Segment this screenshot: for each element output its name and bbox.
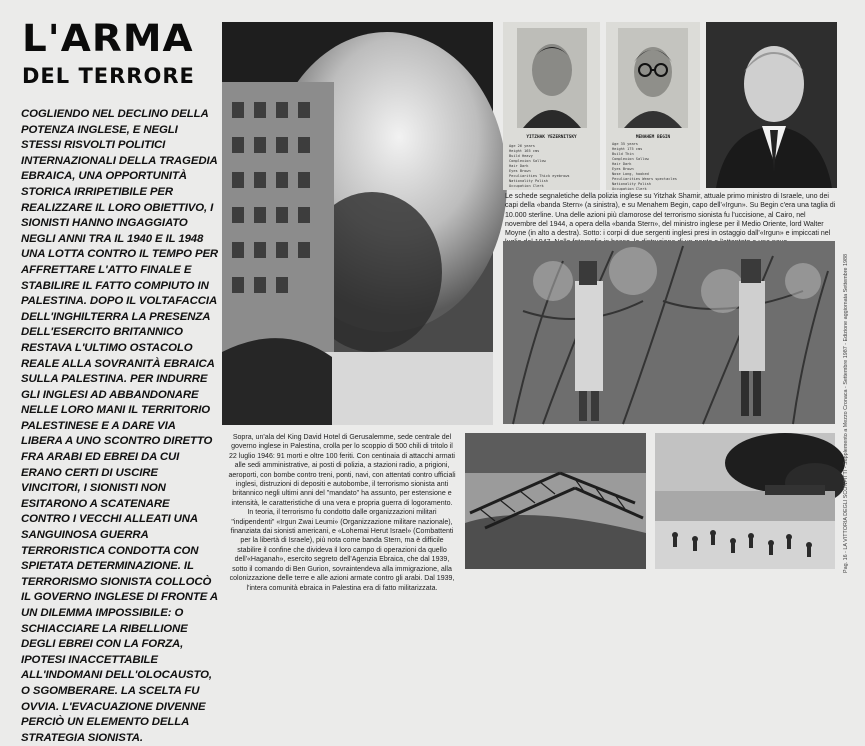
- wanted-card-field: Eyes Brown: [509, 169, 531, 173]
- wanted-card-field: Nose Long, hooked: [612, 172, 649, 176]
- wanted-card-field: Peculiarities Thick eyebrows: [509, 174, 570, 178]
- wanted-card-field: Build Heavy: [509, 154, 533, 158]
- wanted-card-field: Height 175 cms: [612, 147, 643, 151]
- page-credit-vertical: Pag. 16 - LA VITTORIA DEGLI SCONFITTI - Supplemento a Mezzo Cronaca - Settembre 1987 - Edizione aggiornata Settembre 1988: [843, 254, 849, 573]
- wanted-card-field: Nationality Polish: [509, 179, 548, 183]
- wanted-card-field: Hair Dark: [612, 162, 632, 166]
- wanted-card-name: MENAHEM BEGIN: [635, 135, 671, 140]
- headline: L'ARMA: [22, 17, 194, 60]
- headline-subtitle: DEL TERRORE: [22, 64, 195, 88]
- king-david-hotel-explosion-photo: [222, 22, 493, 425]
- hanged-sergeants-photo: [503, 241, 835, 424]
- wanted-card-field: Peculiarities Wears spectacles: [612, 177, 677, 181]
- wanted-card-field: Age 35 years: [612, 142, 638, 146]
- wanted-card-field: Complexion Sallow: [509, 159, 546, 163]
- destroyed-bridge-photo: [465, 433, 646, 569]
- lord-moyne-portrait: [706, 22, 837, 188]
- wanted-card-field: Occupation Clerk: [509, 184, 544, 188]
- wanted-card-field: Eyes Brown: [612, 167, 634, 171]
- wanted-card-field: Nationality Polish: [612, 182, 651, 186]
- lead-article-text: COGLIENDO NEL DECLINO DELLA POTENZA INGLESE, E NEGLI STESSI RISVOLTI POLITICI INTERNAZIONALI DELLA TRAGEDIA EBRAICA, UNA OPPORTUNITÀ STORICA IRRIPETIBILE PER REALIZZARE IL LORO OBIETTIVO, I SIONISTI HANNO INGAGGIATO NEGLI ANNI TRA IL 1940 E IL 1948 UNA LOTTA CONTRO IL TEMPO PER AFFRETTARE L'ATTO FINALE E STABILIRE IL FATTO COMPIUTO IN PALESTINA. DOPO IL VOLTAFACCIA DELL'INGHILTERRA LA PRESENZA DELL'ESERCITO BRITANNICO RESTAVA L'ULTIMO OSTACOLO REALE ALLA SOVRANITÀ EBRAICA SULLA PALESTINA. PER INDURRE GLI INGLESI AD ABBANDONARE NELLE LORO MANI IL TERRITORIO PALESTINESE E A DARE VIA LIBERA A UNO SCONTRO DIRETTO FRA ARABI ED EBREI DA CUI ERANO CERTI DI USCIRE VINCITORI, I SIONISTI NON ESITARONO A SCATENARE CONTRO I VECCHI ALLEATI UNA SANGUINOSA GUERRA TERRORISTICA CONDOTTA CON SPIETATA DETERMINAZIONE. IL TERRORISMO SIONISTA COLLOCÒ IL GOVERNO INGLESE DI FRONTE A UN DILEMMA IMPOSSIBILE: O SCHIACCIARE LA RIBELLIONE DEGLI EBREI CON LA FORZA, IPOTESI INACCETTABILE ALL'INDOMANI DELL'OLOCAUSTO, O SGOMBERARE. LA SCELTA FU OVVIA. L'EVACUAZIONE DIVENNE PERCIÒ UN ELEMENTO DELLA STRATEGIA SIONISTA.: [21, 108, 219, 744]
- wanted-card-field: Occupation Clerk: [612, 187, 647, 191]
- wanted-card-field: Hair Dark: [509, 164, 529, 168]
- caption-top-right: Le schede segnaletiche della polizia inglese su Yitzhak Shamir, attuale primo ministro di Israele, uno dei capi della «banda Stern» (a sinistra), e su Menahem Begin, capo dell'«Irgun». Su Begin c'era una taglia di 10.000 sterline. Una delle azioni più clamorose del terrorismo sionista fu l'uccisione, al Cairo, nel novembre del 1944, a opera della «banda Stern», del ministro inglese per il Medio Oriente, lord Walter Moyne (in alto a destra). Sotto: i corpi di due sergenti inglesi presi in ostaggio dall'«Irgun» e impiccati nel: [505, 193, 836, 238]
- caption-bottom-center: Sopra, un'ala del King David Hotel di Gerusalemme, sede centrale del governo inglese in Palestina, crolla per lo scoppio di 500 chili di tritolo il 22 luglio 1946: 91 morti e oltre 100 feriti. Con centinaia di attacchi armati alle sedi amministrative, ai posti di polizia, a stazioni radio, a prigioni, aeroporti, con bombe contro treni, ponti, navi, con attentati contro ufficiali inglesi, distruzioni di depositi e autobombe, il terrorismo sionista anti britannico negli ultimi anni del "mandato" ha assunto, per estensione e intensità, le caratteristiche di una vera e propria guerra di logoramento. In teoria, il terrorismo fu condotto dalle organizzazioni militari "indipendenti" «Irgun Zwai Leumi» (Organizzazione militare nazionale), finanziata dai sionisti americani, e «Lohemai Herut Israel» (Combattenti per la libertà di Israele), più nota come banda Stern, ma è difficile stabilire il confine che divideva il loro campo di operazioni da quello dell'«Haganah», esercito segreto dell'Agenzia Ebraica, che dal 1939, sotto il comando di Ben Gurion, sovraintendeva alla immigrazione, alla colonizzazione delle terre e alle azioni armate contro gli arabi. Dal 1939, l'intera comunità ebraica in Palestina era di fatto militarizzata.: [228, 434, 456, 592]
- wanted-card-field: Build Thin: [612, 152, 634, 156]
- wanted-card-yezernitsky: [503, 22, 600, 190]
- wanted-card-field: Height 165 cms: [509, 149, 540, 153]
- wanted-card-field: Age 26 years: [509, 144, 535, 148]
- wanted-card-name: YITZHAK YEZERNITSKY: [526, 135, 577, 140]
- wanted-card-begin: [606, 22, 700, 190]
- ship-attack-photo: [655, 433, 835, 569]
- wanted-card-field: Complexion Sallow: [612, 157, 649, 161]
